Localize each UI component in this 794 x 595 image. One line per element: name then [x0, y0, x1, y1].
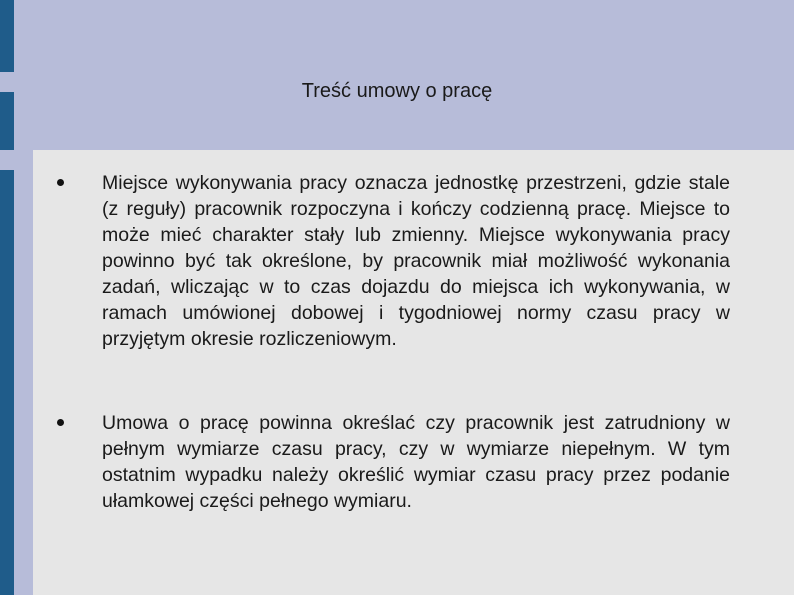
bullet-text: Miejsce wykonywania pracy oznacza jednostkę przestrzeni, gdzie stale (z reguły) pracownik rozpoczyna i kończy codzienną pracę. Miejsce to może mieć charakter stały lub zmienny. Miejsce wykonywania pracy powinno być tak określone, by pracownik miał możliwość wykonania zadań, wliczając w to czas dojazdu do miejsca ich wykonywania, w ramach umówionej dobowej i tygodniowej normy czasu pracy w przyjętym okresie rozliczeniowym.: [102, 172, 730, 350]
bullet-dot-icon: [57, 179, 64, 186]
slide-title: Treść umowy o pracę: [301, 80, 493, 102]
bullet-text: Umowa o pracę powinna określać czy pracownik jest zatrudniony w pełnym wymiarze czasu pracy, czy w wymiarze niepełnym. W tym ostatnim wypadku należy określić wymiar czasu pracy przez podanie ułamkowej części pełnego wymiaru.: [102, 412, 730, 512]
content-panel: [33, 150, 794, 595]
accent-bar-top: [0, 0, 14, 72]
bullet-dot-icon: [57, 419, 64, 426]
accent-bar-bottom: [0, 170, 14, 595]
